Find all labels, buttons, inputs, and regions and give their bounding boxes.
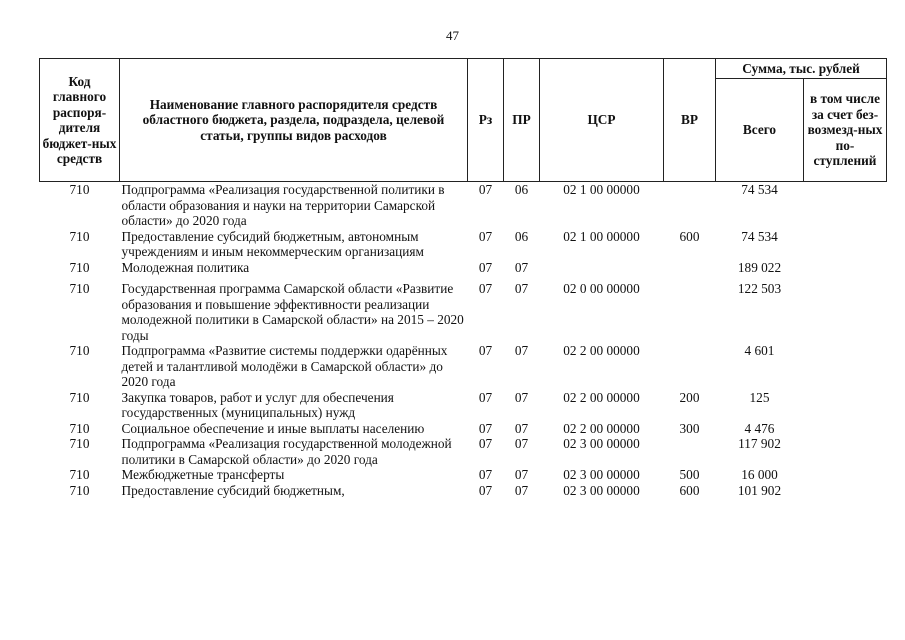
row-pr: 06 bbox=[514, 182, 529, 197]
row-name: Закупка товаров, работ и услуг для обеспечения государственных (муниципальных) нужд bbox=[121, 389, 394, 420]
row-vr bbox=[664, 436, 716, 467]
row-vr: 200 bbox=[679, 389, 700, 405]
row-name: Социальное обеспечение и иные выплаты населению bbox=[121, 420, 425, 436]
row-pr: 07 bbox=[514, 281, 529, 296]
row-free-receipts bbox=[804, 343, 887, 390]
row-code: 710 bbox=[69, 228, 90, 244]
row-code: 710 bbox=[69, 467, 90, 482]
row-code: 710 bbox=[69, 343, 90, 358]
table-row bbox=[40, 483, 887, 499]
header-pr: ПР bbox=[504, 59, 540, 182]
row-csr: 02 3 00 00000 bbox=[563, 436, 640, 451]
row-pr: 07 bbox=[514, 343, 529, 358]
row-rz: 07 bbox=[478, 182, 493, 197]
table-body bbox=[40, 182, 887, 499]
table-row bbox=[40, 182, 887, 229]
row-total: 74 534 bbox=[741, 182, 778, 197]
row-csr: 02 2 00 00000 bbox=[563, 420, 640, 436]
row-name: Подпрограмма «Реализация государственной политики в области образования и науки на территории Самарской области» до 2020 года bbox=[121, 182, 445, 228]
row-rz: 07 bbox=[478, 467, 493, 482]
table-row bbox=[40, 343, 887, 390]
row-vr: 300 bbox=[679, 420, 700, 436]
row-pr: 06 bbox=[514, 228, 529, 244]
row-free-receipts bbox=[804, 483, 887, 499]
row-code: 710 bbox=[69, 259, 90, 275]
table-row bbox=[40, 436, 887, 467]
row-total: 4 476 bbox=[744, 420, 775, 436]
row-name: Предоставление субсидий бюджетным, автономным учреждениям и иным некоммерческим организациям bbox=[121, 228, 424, 259]
header-vr: ВР bbox=[664, 59, 716, 182]
row-total: 74 534 bbox=[741, 228, 778, 244]
row-free-receipts bbox=[804, 275, 887, 343]
row-vr: 600 bbox=[679, 482, 700, 498]
row-csr: 02 2 00 00000 bbox=[563, 389, 640, 405]
row-rz: 07 bbox=[478, 343, 493, 358]
row-code: 710 bbox=[69, 281, 90, 296]
table-header bbox=[40, 59, 887, 182]
row-name: Подпрограмма «Реализация государственной молодежной политики в Самарской области» до 2020 года bbox=[121, 436, 452, 467]
row-csr: 02 2 00 00000 bbox=[563, 343, 640, 358]
row-csr: 02 3 00 00000 bbox=[563, 482, 640, 498]
table-row bbox=[40, 390, 887, 421]
header-name: Наименование главного распорядителя средств областного бюджета, раздела, подраздела, целевой статьи, группы видов расходов bbox=[120, 59, 468, 182]
row-code: 710 bbox=[69, 482, 90, 498]
row-rz: 07 bbox=[478, 482, 493, 498]
row-free-receipts bbox=[804, 229, 887, 260]
row-free-receipts bbox=[804, 467, 887, 483]
row-rz: 07 bbox=[478, 228, 493, 244]
row-free-receipts bbox=[804, 390, 887, 421]
header-sum-group: Сумма, тыс. рублей bbox=[716, 59, 887, 79]
row-pr: 07 bbox=[514, 420, 529, 436]
row-name: Подпрограмма «Развитие системы поддержки одарённых детей и талантливой молодёжи в Самарской области» до 2020 года bbox=[121, 343, 448, 389]
row-free-receipts bbox=[804, 436, 887, 467]
row-vr: 600 bbox=[679, 228, 700, 244]
row-rz: 07 bbox=[478, 389, 493, 405]
table-row bbox=[40, 467, 887, 483]
table-row bbox=[40, 421, 887, 437]
row-pr: 07 bbox=[514, 467, 529, 482]
header-rz: Рз bbox=[468, 59, 504, 182]
budget-table bbox=[39, 58, 887, 498]
row-total: 16 000 bbox=[741, 467, 778, 482]
row-name: Молодежная политика bbox=[121, 259, 250, 275]
row-free-receipts bbox=[804, 421, 887, 437]
row-csr: 02 1 00 00000 bbox=[563, 182, 640, 197]
row-vr bbox=[664, 275, 716, 343]
row-vr: 500 bbox=[679, 467, 700, 482]
row-total: 4 601 bbox=[744, 343, 775, 358]
row-rz: 07 bbox=[478, 420, 493, 436]
header-csr: ЦСР bbox=[540, 59, 664, 182]
header-total: Всего bbox=[716, 79, 804, 182]
row-total: 117 902 bbox=[738, 436, 781, 451]
row-code: 710 bbox=[69, 436, 90, 451]
row-rz: 07 bbox=[478, 259, 493, 275]
row-name: Межбюджетные трансферты bbox=[121, 467, 285, 482]
row-csr: 02 0 00 00000 bbox=[563, 281, 640, 296]
row-csr: 02 1 00 00000 bbox=[563, 228, 640, 244]
row-name: Государственная программа Самарской области «Развитие образования и повышение эффективности реализации молодежной политики в Самарской области» на 2015 – 2020 годы bbox=[121, 281, 464, 343]
row-vr bbox=[664, 343, 716, 390]
row-pr: 07 bbox=[514, 436, 529, 451]
row-rz: 07 bbox=[478, 436, 493, 451]
row-total: 125 bbox=[749, 389, 770, 405]
row-pr: 07 bbox=[514, 259, 529, 275]
row-vr bbox=[664, 182, 716, 229]
row-total: 122 503 bbox=[737, 281, 782, 296]
row-code: 710 bbox=[69, 389, 90, 405]
page-number: 47 bbox=[446, 28, 459, 43]
row-pr: 07 bbox=[514, 389, 529, 405]
row-vr bbox=[664, 260, 716, 276]
row-name: Предоставление субсидий бюджетным, bbox=[121, 482, 345, 498]
row-free-receipts bbox=[804, 182, 887, 229]
table-row bbox=[40, 275, 887, 343]
row-free-receipts bbox=[804, 260, 887, 276]
header-free-receipts: в том числе за счет без-возмезд-ных по-ступлений bbox=[804, 79, 887, 182]
row-code: 710 bbox=[69, 182, 90, 197]
row-total: 101 902 bbox=[737, 482, 782, 498]
row-rz: 07 bbox=[478, 281, 493, 296]
header-code: Код главного распоря-дителя бюджет-ных средств bbox=[40, 59, 120, 182]
table-row bbox=[40, 260, 887, 276]
row-code: 710 bbox=[69, 420, 90, 436]
row-csr: 02 3 00 00000 bbox=[563, 467, 640, 482]
row-csr bbox=[540, 260, 664, 276]
row-pr: 07 bbox=[514, 482, 529, 498]
table-row bbox=[40, 229, 887, 260]
row-total: 189 022 bbox=[737, 259, 782, 275]
